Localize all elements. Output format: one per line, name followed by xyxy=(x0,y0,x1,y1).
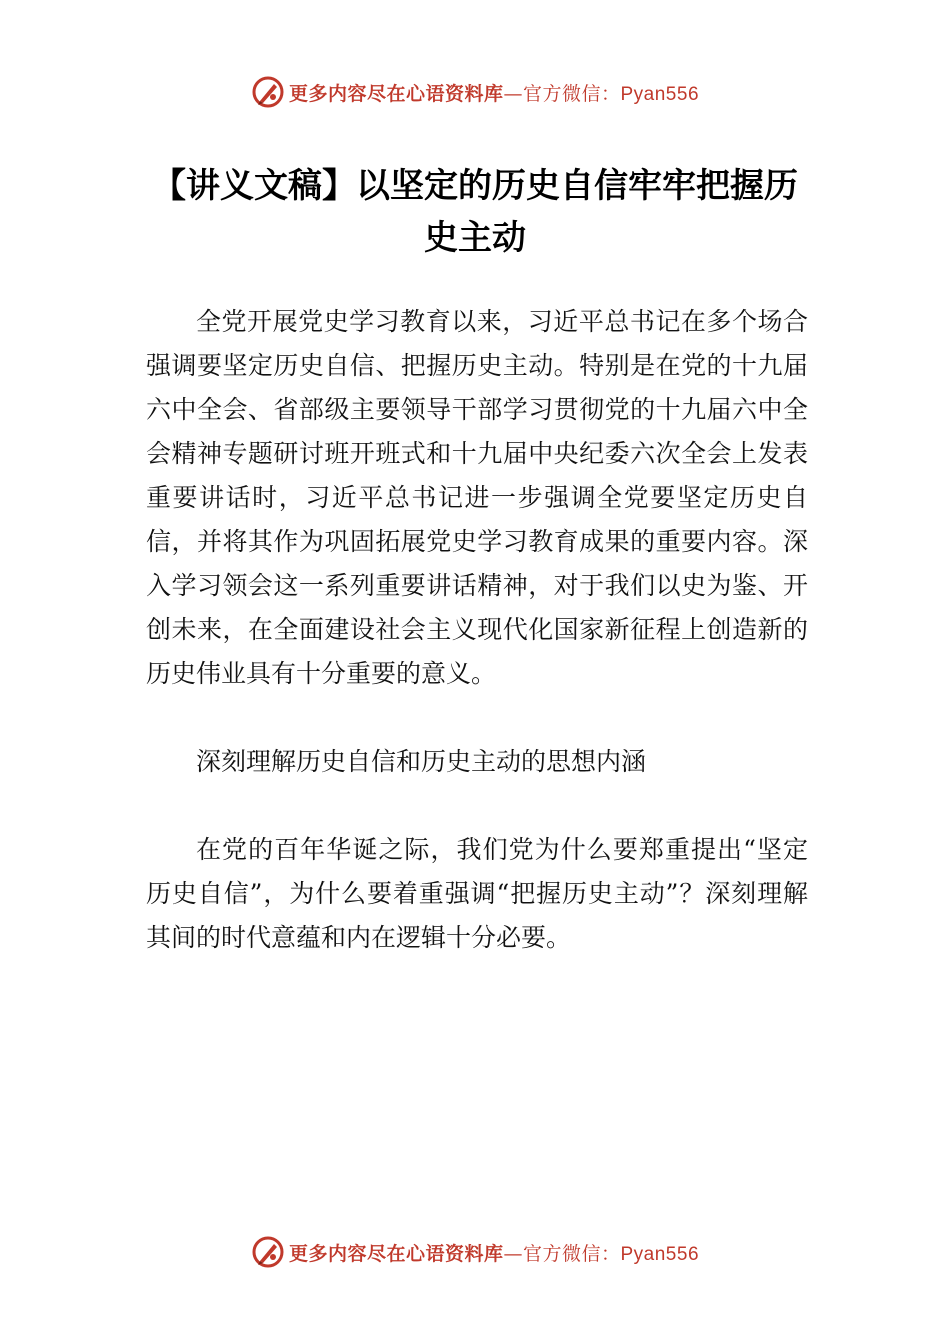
watermark-main: 更多内容尽在心语资料库 xyxy=(288,82,504,105)
watermark-separator: — xyxy=(503,1242,523,1265)
header-watermark xyxy=(0,72,950,112)
watermark-text xyxy=(289,1239,699,1266)
footer-watermark xyxy=(0,1232,950,1272)
watermark-id: Pyan556 xyxy=(620,83,700,105)
pen-circle-logo-icon xyxy=(251,75,285,109)
paragraph-question: 在党的百年华诞之际，我们党为什么要郑重提出“坚定历史自信”，为什么要着重强调“把握历史主动”？深刻理解其间的时代意蕴和内在逻辑十分必要。 xyxy=(146,835,808,952)
document-body xyxy=(146,300,808,960)
watermark-label: 官方微信： xyxy=(522,1242,621,1265)
watermark-id: Pyan556 xyxy=(620,1243,700,1265)
watermark-main: 更多内容尽在心语资料库 xyxy=(288,1242,504,1265)
paragraph-intro: 全党开展党史学习教育以来，习近平总书记在多个场合强调要坚定历史自信、把握历史主动。特别是在党的十九届六中全会、省部级主要领导干部学习贯彻党的十九届六中全会精神专题研讨班开班式和十九届中央纪委六次全会上发表重要讲话时，习近平总书记进一步强调全党要坚定历史自信，并将其作为巩固拓展党史学习教育成果的重要内容。深入学习领会这一系列重要讲话精神，对于我们以史为鉴、开创未来，在全面建设社会主义现代化国家新征程上创造新的历史伟业具有十分重要的意义。 xyxy=(146,307,808,688)
watermark-separator: — xyxy=(503,82,523,105)
watermark-text xyxy=(289,79,699,106)
pen-circle-logo-icon xyxy=(251,1235,285,1269)
document-title: 【讲义文稿】以坚定的历史自信牢牢把握历史主动 xyxy=(152,166,798,258)
watermark-label: 官方微信： xyxy=(522,82,621,105)
section-heading: 深刻理解历史自信和历史主动的思想内涵 xyxy=(196,747,647,776)
